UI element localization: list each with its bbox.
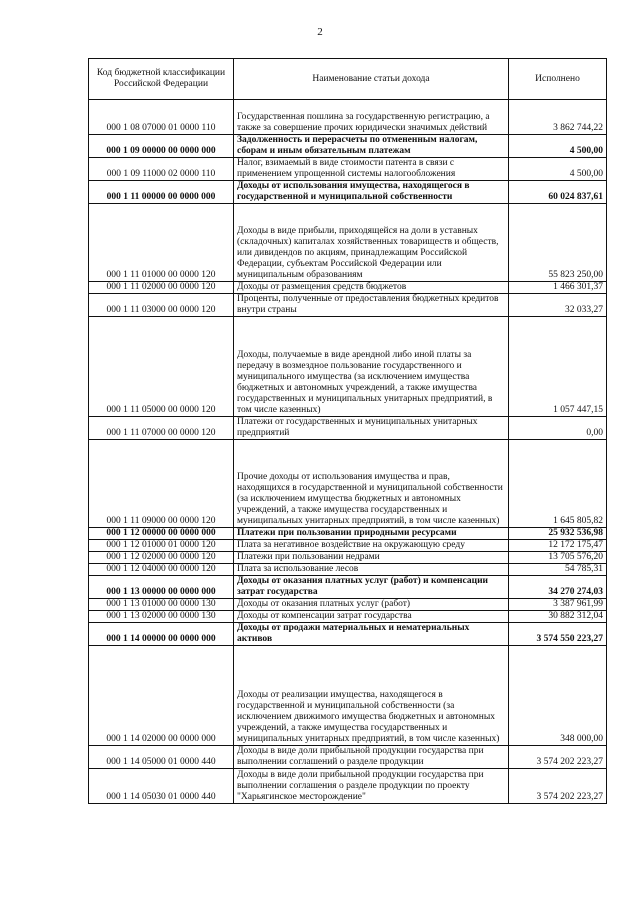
cell-code: 000 1 11 07000 00 0000 120 (89, 417, 234, 440)
cell-name: Платежи при пользовании природными ресурсами (234, 528, 509, 540)
cell-code: 000 1 12 04000 00 0000 120 (89, 564, 234, 576)
table-row (89, 440, 607, 528)
cell-name: Проценты, полученные от предоставления бюджетных кредитов внутри страны (234, 294, 509, 317)
cell-amount: 25 932 536,98 (509, 528, 607, 540)
table-row (89, 135, 607, 158)
cell-code: 000 1 09 00000 00 0000 000 (89, 135, 234, 158)
cell-amount: 3 574 202 223,27 (509, 769, 607, 804)
cell-amount: 0,00 (509, 417, 607, 440)
table-row (89, 576, 607, 599)
table-row (89, 599, 607, 611)
table-row (89, 564, 607, 576)
table-row (89, 181, 607, 204)
cell-name: Государственная пошлина за государственную регистрацию, а также за совершение прочих юридически значимых действий (234, 100, 509, 135)
cell-code: 000 1 13 02000 00 0000 130 (89, 611, 234, 623)
table-row (89, 769, 607, 804)
cell-code: 000 1 08 07000 01 0000 110 (89, 100, 234, 135)
cell-amount: 4 500,00 (509, 135, 607, 158)
cell-amount: 348 000,00 (509, 646, 607, 746)
cell-name: Платежи при пользовании недрами (234, 552, 509, 564)
cell-code: 000 1 11 09000 00 0000 120 (89, 440, 234, 528)
cell-code: 000 1 12 00000 00 0000 000 (89, 528, 234, 540)
table-row (89, 204, 607, 282)
header-amount: Исполнено (509, 59, 607, 100)
cell-amount: 55 823 250,00 (509, 204, 607, 282)
header-code: Код бюджетной классификации Российской Федерации (89, 59, 234, 100)
cell-name: Доходы, получаемые в виде арендной либо иной платы за передачу в возмездное пользование государственного и муниципального имущества (за исключением имущества бюджетных и автономных учреждений, а также имущества государственных и муниципальных унитарных предприятий, в том числе казенных) (234, 317, 509, 417)
cell-name: Плата за негативное воздействие на окружающую среду (234, 540, 509, 552)
cell-name: Доходы от использования имущества, находящегося в государственной и муниципальной собственности (234, 181, 509, 204)
cell-code: 000 1 09 11000 02 0000 110 (89, 158, 234, 181)
cell-amount: 34 270 274,03 (509, 576, 607, 599)
cell-code: 000 1 11 02000 00 0000 120 (89, 282, 234, 294)
cell-amount: 3 862 744,22 (509, 100, 607, 135)
cell-code: 000 1 14 02000 00 0000 000 (89, 646, 234, 746)
table-row (89, 611, 607, 623)
cell-code: 000 1 14 00000 00 0000 000 (89, 623, 234, 646)
cell-code: 000 1 11 00000 00 0000 000 (89, 181, 234, 204)
cell-code: 000 1 13 01000 00 0000 130 (89, 599, 234, 611)
table-row (89, 646, 607, 746)
cell-amount: 3 574 550 223,27 (509, 623, 607, 646)
table-row (89, 317, 607, 417)
cell-code: 000 1 11 05000 00 0000 120 (89, 317, 234, 417)
cell-amount: 54 785,31 (509, 564, 607, 576)
header-name: Наименование статьи дохода (234, 59, 509, 100)
cell-code: 000 1 13 00000 00 0000 000 (89, 576, 234, 599)
cell-code: 000 1 11 01000 00 0000 120 (89, 204, 234, 282)
cell-code: 000 1 12 02000 00 0000 120 (89, 552, 234, 564)
cell-code: 000 1 11 03000 00 0000 120 (89, 294, 234, 317)
cell-amount: 1 466 301,37 (509, 282, 607, 294)
table-row (89, 623, 607, 646)
cell-name: Доходы от реализации имущества, находящегося в государственной и муниципальной собственности (за исключением движимого имущества бюджетных и автономных учреждений, а также имущества государственных и муниципальных унитарных предприятий, в том числе казенных) (234, 646, 509, 746)
table-row (89, 100, 607, 135)
cell-amount: 30 882 312,04 (509, 611, 607, 623)
cell-name: Доходы от оказания платных услуг (работ) и компенсации затрат государства (234, 576, 509, 599)
cell-code: 000 1 14 05000 01 0000 440 (89, 746, 234, 769)
table-row (89, 417, 607, 440)
cell-name: Доходы в виде доли прибыльной продукции государства при выполнении соглашения о разделе продукции по проекту "Харьягинское месторождение" (234, 769, 509, 804)
cell-amount: 13 705 576,20 (509, 552, 607, 564)
cell-amount: 4 500,00 (509, 158, 607, 181)
cell-name: Доходы в виде доли прибыльной продукции государства при выполнении соглашений о разделе продукции (234, 746, 509, 769)
cell-name: Доходы в виде прибыли, приходящейся на доли в уставных (складочных) капиталах хозяйственных товариществ и обществ, или дивидендов по акциям, принадлежащим Российской Федерации, субъектам Российской Федерации или муниципальным образованиям (234, 204, 509, 282)
cell-amount: 32 033,27 (509, 294, 607, 317)
cell-name: Платежи от государственных и муниципальных унитарных предприятий (234, 417, 509, 440)
cell-amount: 1 057 447,15 (509, 317, 607, 417)
cell-name: Доходы от оказания платных услуг (работ) (234, 599, 509, 611)
cell-name: Доходы от компенсации затрат государства (234, 611, 509, 623)
cell-name: Доходы от продажи материальных и нематериальных активов (234, 623, 509, 646)
cell-code: 000 1 14 05030 01 0000 440 (89, 769, 234, 804)
table-row (89, 158, 607, 181)
table-row (89, 528, 607, 540)
cell-name: Доходы от размещения средств бюджетов (234, 282, 509, 294)
cell-code: 000 1 12 01000 01 0000 120 (89, 540, 234, 552)
cell-amount: 12 172 175,47 (509, 540, 607, 552)
cell-amount: 3 574 202 223,27 (509, 746, 607, 769)
cell-amount: 3 387 961,99 (509, 599, 607, 611)
table-row (89, 552, 607, 564)
cell-amount: 1 645 805,82 (509, 440, 607, 528)
table-row (89, 294, 607, 317)
cell-name: Задолженность и перерасчеты по отмененным налогам, сборам и иным обязательным платежам (234, 135, 509, 158)
budget-revenue-table (88, 58, 607, 804)
table-header-row (89, 59, 607, 100)
page-number: 2 (317, 26, 323, 38)
cell-amount: 60 024 837,61 (509, 181, 607, 204)
table-row (89, 540, 607, 552)
cell-name: Прочие доходы от использования имущества и прав, находящихся в государственной и муниципальной собственности (за исключением имущества бюджетных и автономных учреждений, а также имущества государственных и муниципальных унитарных предприятий, в том числе казенных) (234, 440, 509, 528)
cell-name: Плата за использование лесов (234, 564, 509, 576)
table-row (89, 282, 607, 294)
table-row (89, 746, 607, 769)
cell-name: Налог, взимаемый в виде стоимости патента в связи с применением упрощенной системы налогообложения (234, 158, 509, 181)
